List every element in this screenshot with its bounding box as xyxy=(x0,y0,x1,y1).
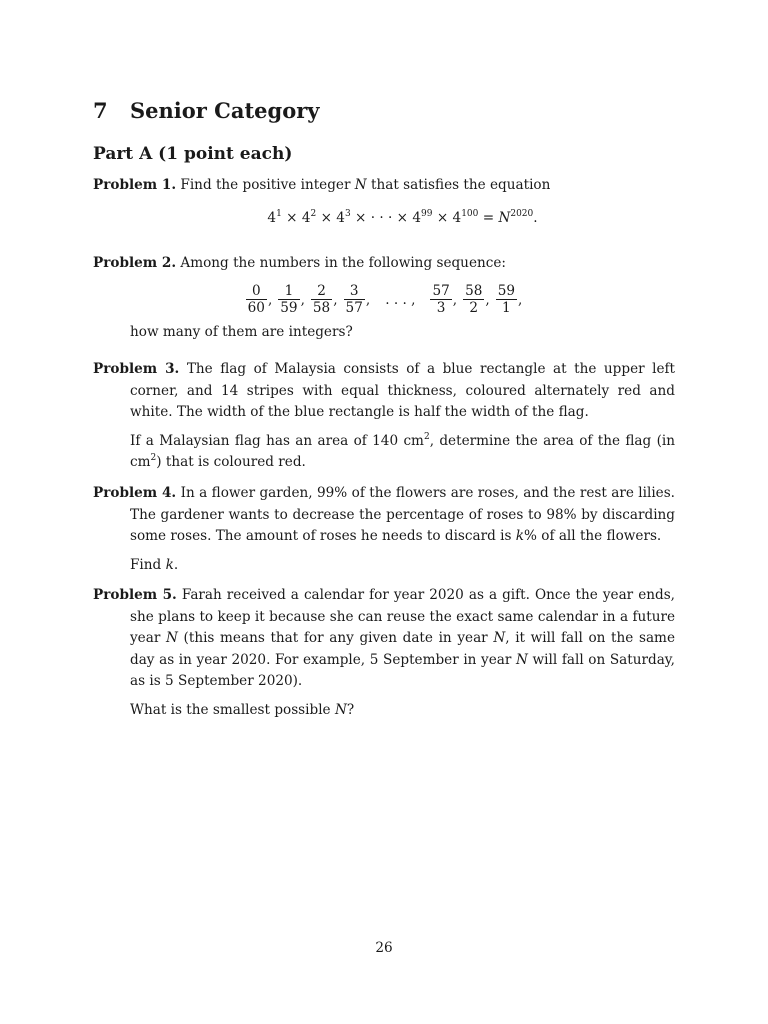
problem-2-sequence xyxy=(93,283,675,316)
problem-5 xyxy=(93,585,675,721)
problem-5-statement: Problem 5. Farah received a calendar for year 2020 as a gift. Once the year ends, she plans to keep it because she can reuse the exact same calendar in a future year N (this means that for any given date in year N, it will fall on the same day as in year 2020. For example, 5 September in year N will fall on Saturday, as is 5 September 2020). xyxy=(93,587,675,689)
problem-5-question: What is the smallest possible N? xyxy=(130,701,355,718)
problem-1-statement: Problem 1. Find the positive integer N that satisfies the equation xyxy=(93,177,551,193)
section-number: 7 xyxy=(93,98,108,123)
problem-3-label: Problem 3. xyxy=(93,361,180,377)
problem-1-equation: $4^1 \times 4^2 \times 4^3$ × · · · × $4^{99} \times 4^{100} = N^{2020}$. xyxy=(267,208,538,226)
fraction: 58 2 , xyxy=(465,282,490,316)
problem-4-question: Find k. xyxy=(130,556,179,573)
problem-2 xyxy=(93,253,675,343)
problem-4-label: Problem 4. xyxy=(93,485,177,501)
problem-1 xyxy=(93,175,675,229)
fraction: 3 57 , xyxy=(345,282,371,316)
problem-5-label: Problem 5. xyxy=(93,587,177,603)
problem-4 xyxy=(93,483,675,576)
fraction: 0 60 , xyxy=(247,282,273,316)
fraction: 2 58 , xyxy=(312,282,338,316)
part-heading: Part A (1 point each) xyxy=(93,144,293,164)
ellipsis: . . . , xyxy=(385,292,416,309)
page-number: 26 xyxy=(375,940,393,956)
problem-2-question: how many of them are integers? xyxy=(130,323,353,340)
problem-2-statement: Problem 2. Among the numbers in the following sequence: xyxy=(93,255,506,271)
problem-1-label: Problem 1. xyxy=(93,177,177,193)
fraction: 57 3 , xyxy=(432,282,458,316)
section-title: Senior Category xyxy=(130,98,320,123)
problem-3-question: If a Malaysian flag has an area of 140 $cm^2$, determine the area of the flag (in $cm^2$) that is coloured red. xyxy=(130,431,675,470)
problem-3-statement: Problem 3. The flag of Malaysia consists of a blue rectangle at the upper left corner, and 14 stripes with equal thickness, coloured alternately red and white. The width of the blue rectangle is half the width of the flag. xyxy=(93,361,676,420)
problem-2-label: Problem 2. xyxy=(93,255,177,271)
problem-4-statement: Problem 4. In a flower garden, 99% of the flowers are roses, and the rest are lilies. The gardener wants to decrease the percentage of roses to 98% by discarding some roses. The amount of roses he needs to discard is k% of all the flowers. xyxy=(93,485,676,544)
section-heading xyxy=(93,98,320,123)
problem-3 xyxy=(93,359,675,474)
fraction: 1 59 , xyxy=(280,282,305,316)
fraction: 59 1 , xyxy=(497,282,523,316)
